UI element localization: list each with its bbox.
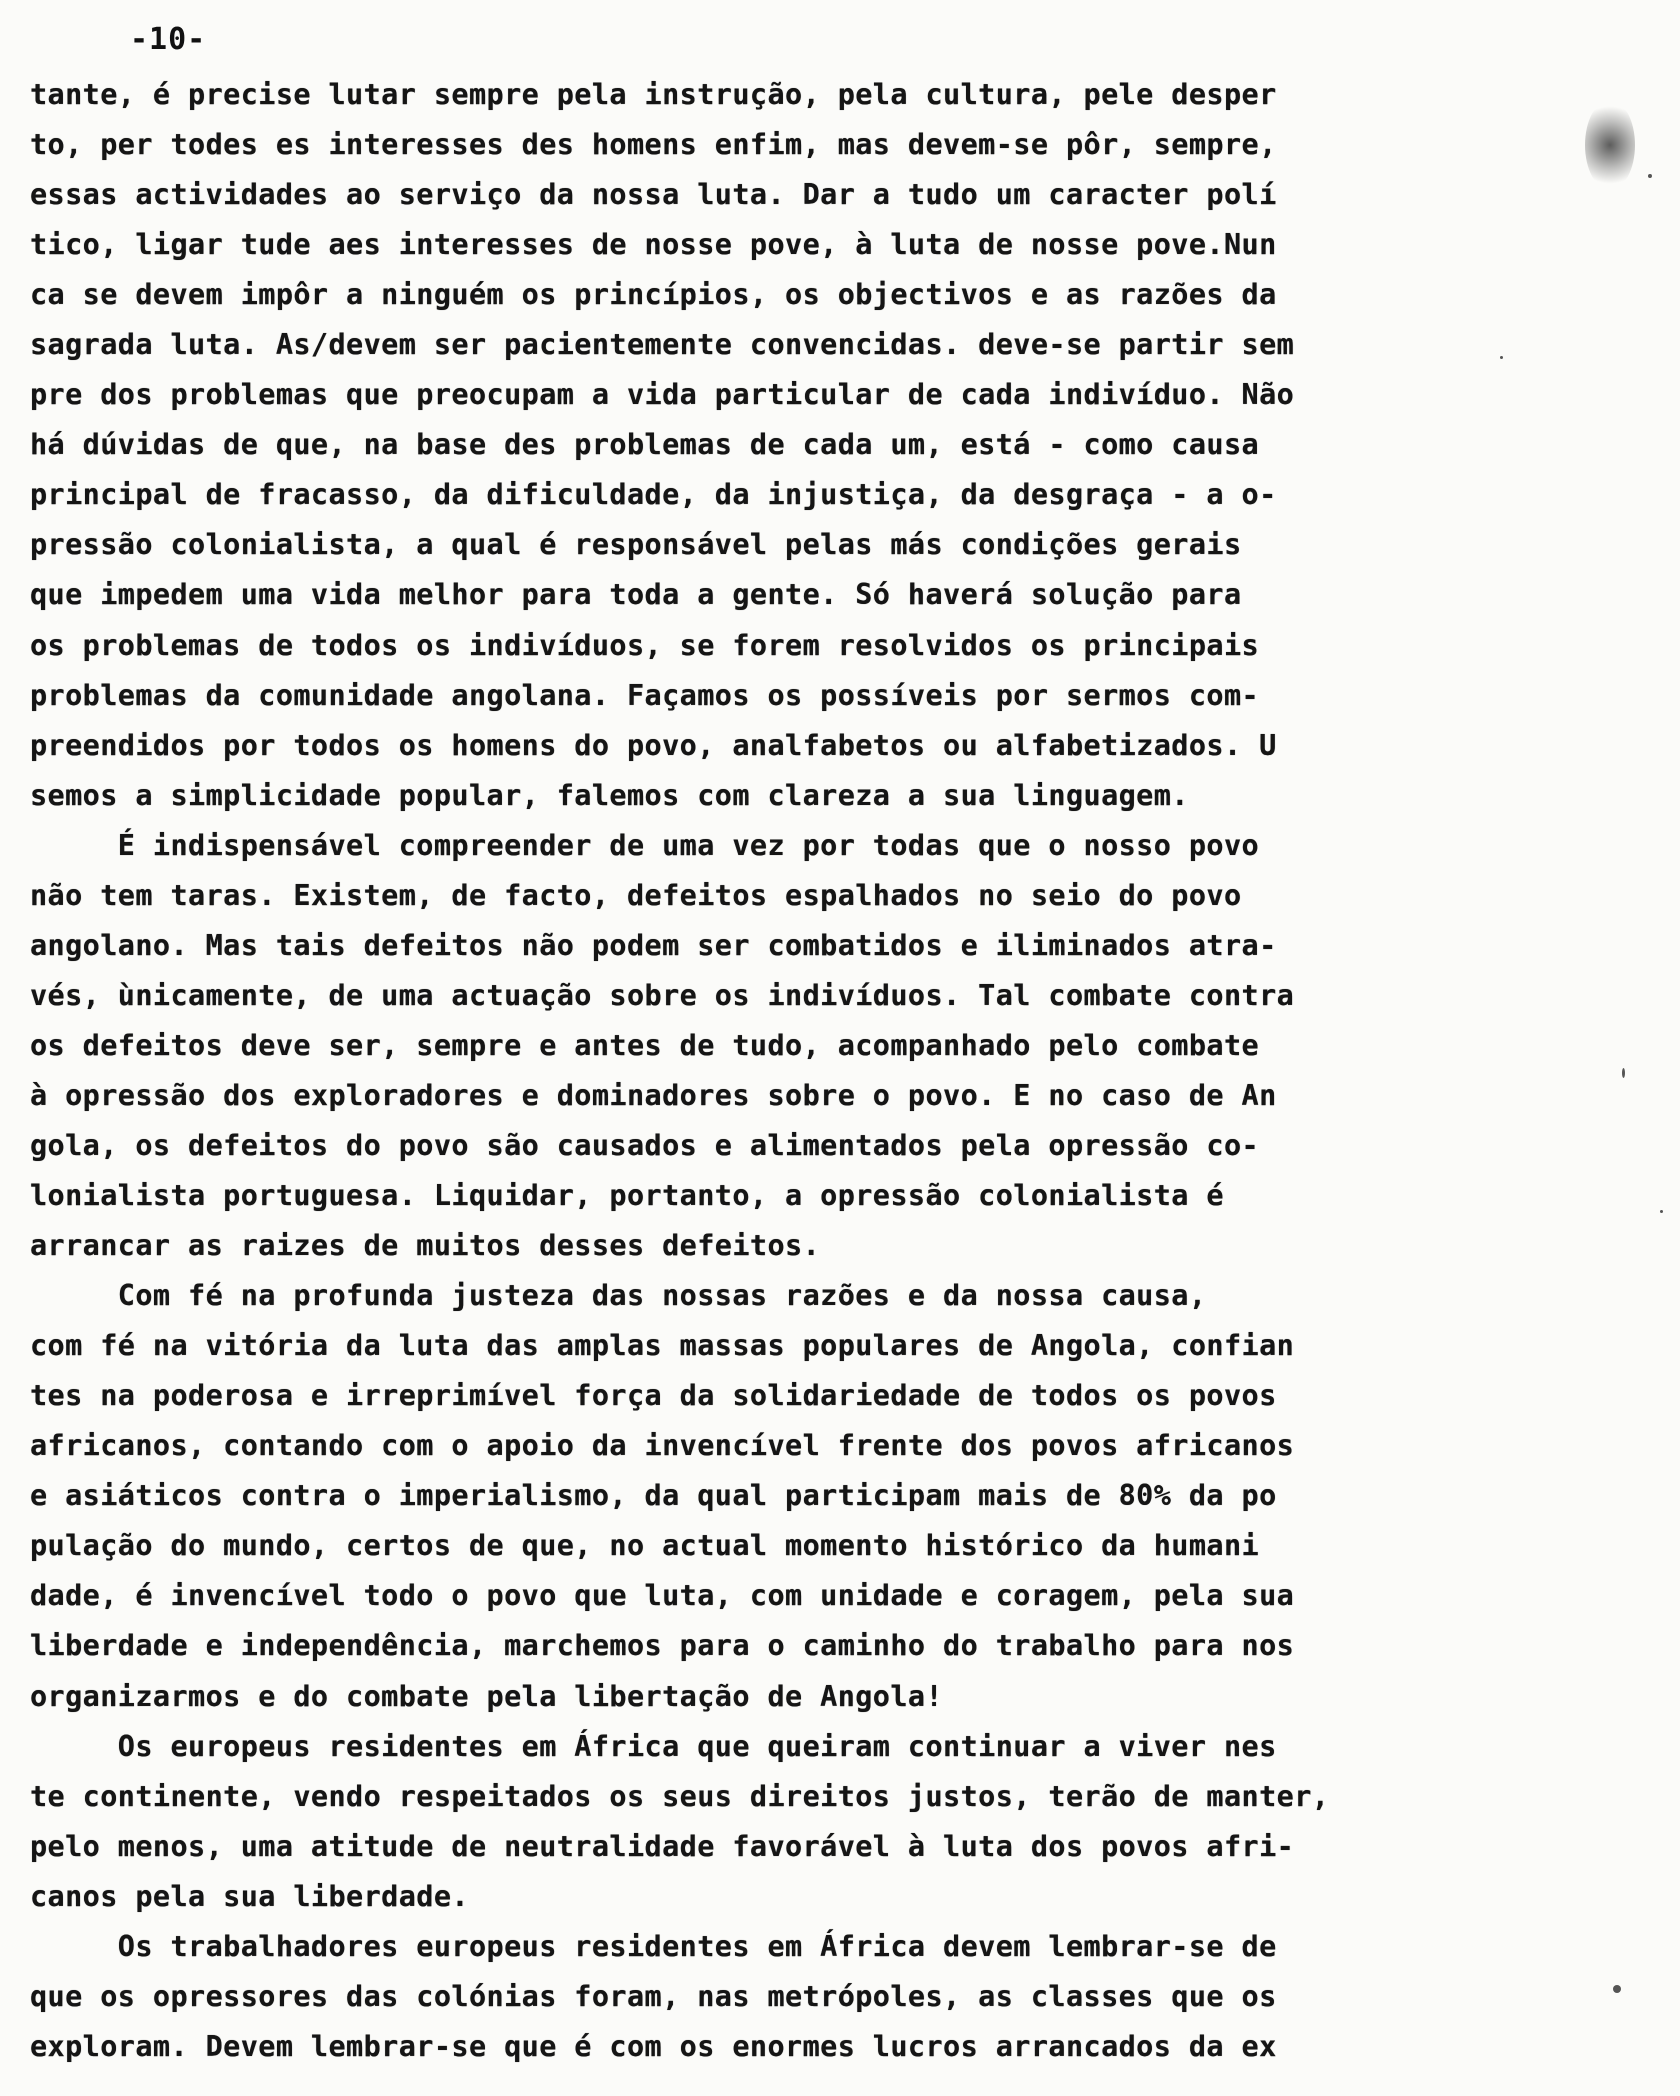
- text-line: exploram. Devem lembrar-se que é com os enormes lucros arrancados da ex: [30, 2029, 1277, 2063]
- text-line: lonialista portuguesa. Liquidar, portanto, a opressão colonialista é: [30, 1179, 1224, 1213]
- text-line: os problemas de todos os indivíduos, se forem resolvidos os principais: [30, 628, 1260, 662]
- scan-fleck: [1660, 1210, 1663, 1213]
- text-line: e asiáticos contra o imperialismo, da qual participam mais de 80% da po: [30, 1479, 1277, 1513]
- text-line: problemas da comunidade angolana. Façamos os possíveis por sermos com-: [30, 678, 1260, 712]
- text-line: Os trabalhadores europeus residentes em África devem lembrar-se de: [30, 1929, 1277, 1963]
- text-line: essas actividades ao serviço da nossa luta. Dar a tudo um caracter polí: [30, 178, 1277, 212]
- text-line: os defeitos deve ser, sempre e antes de tudo, acompanhado pelo combate: [30, 1028, 1260, 1062]
- text-line: sagrada luta. As/devem ser pacientemente convencidas. deve-se partir sem: [30, 328, 1295, 362]
- text-line: semos a simplicidade popular, falemos com clareza a sua linguagem.: [30, 778, 1189, 812]
- text-line: vés, ùnicamente, de uma actuação sobre os indivíduos. Tal combate contra: [30, 978, 1295, 1012]
- text-line: dade, é invencível todo o povo que luta, com unidade e coragem, pela sua: [30, 1579, 1295, 1613]
- text-line: Com fé na profunda justeza das nossas razões e da nossa causa,: [30, 1279, 1207, 1313]
- scan-fleck: [1500, 356, 1503, 359]
- scan-fleck: [1648, 174, 1652, 178]
- text-line: É indispensável compreender de uma vez por todas que o nosso povo: [30, 828, 1260, 862]
- text-line: tico, ligar tude aes interesses de nosse pove, à luta de nosse pove.Nun: [30, 228, 1277, 262]
- text-line: organizarmos e do combate pela libertação de Angola!: [30, 1679, 944, 1713]
- scan-fleck: [1613, 1985, 1621, 1993]
- text-line: gola, os defeitos do povo são causados e alimentados pela opressão co-: [30, 1128, 1260, 1162]
- text-line: principal de fracasso, da dificuldade, da injustiça, da desgraça - a o-: [30, 478, 1277, 512]
- text-line: pre dos problemas que preocupam a vida particular de cada indivíduo. Não: [30, 378, 1295, 412]
- ink-smudge: [1585, 100, 1635, 190]
- text-line: preendidos por todos os homens do povo, analfabetos ou alfabetizados. U: [30, 728, 1277, 762]
- text-line: que impedem uma vida melhor para toda a gente. Só haverá solução para: [30, 578, 1242, 612]
- text-line: africanos, contando com o apoio da invencível frente dos povos africanos: [30, 1429, 1295, 1463]
- scan-fleck: [1622, 1068, 1625, 1078]
- text-line: angolano. Mas tais defeitos não podem ser combatidos e iliminados atra-: [30, 928, 1277, 962]
- text-line: há dúvidas de que, na base des problemas de cada um, está - como causa: [30, 428, 1260, 462]
- text-line: tes na poderosa e irreprimível força da solidariedade de todos os povos: [30, 1379, 1277, 1413]
- text-line: ca se devem impôr a ninguém os princípios, os objectivos e as razões da: [30, 278, 1277, 312]
- text-line: liberdade e independência, marchemos para o caminho do trabalho para nos: [30, 1629, 1295, 1663]
- text-line: Os europeus residentes em África que queiram continuar a viver nes: [30, 1729, 1277, 1763]
- text-line: pressão colonialista, a qual é responsável pelas más condições gerais: [30, 528, 1242, 562]
- text-line: à opressão dos exploradores e dominadores sobre o povo. E no caso de An: [30, 1078, 1277, 1112]
- body-text: [30, 70, 1530, 2072]
- text-line: to, per todes es interesses des homens enfim, mas devem-se pôr, sempre,: [30, 128, 1277, 162]
- text-line: não tem taras. Existem, de facto, defeitos espalhados no seio do povo: [30, 878, 1242, 912]
- text-line: tante, é precise lutar sempre pela instrução, pela cultura, pele desper: [30, 78, 1277, 111]
- text-line: arrancar as raizes de muitos desses defeitos.: [30, 1229, 821, 1263]
- page-number: -10-: [130, 22, 207, 57]
- text-line: pelo menos, uma atitude de neutralidade favorável à luta dos povos afri-: [30, 1829, 1295, 1863]
- text-line: com fé na vitória da luta das amplas massas populares de Angola, confian: [30, 1329, 1295, 1363]
- text-line: canos pela sua liberdade.: [30, 1879, 469, 1913]
- text-line: pulação do mundo, certos de que, no actual momento histórico da humani: [30, 1529, 1260, 1563]
- text-line: que os opressores das colónias foram, nas metrópoles, as classes que os: [30, 1979, 1277, 2013]
- text-line: te continente, vendo respeitados os seus direitos justos, terão de manter,: [30, 1779, 1330, 1813]
